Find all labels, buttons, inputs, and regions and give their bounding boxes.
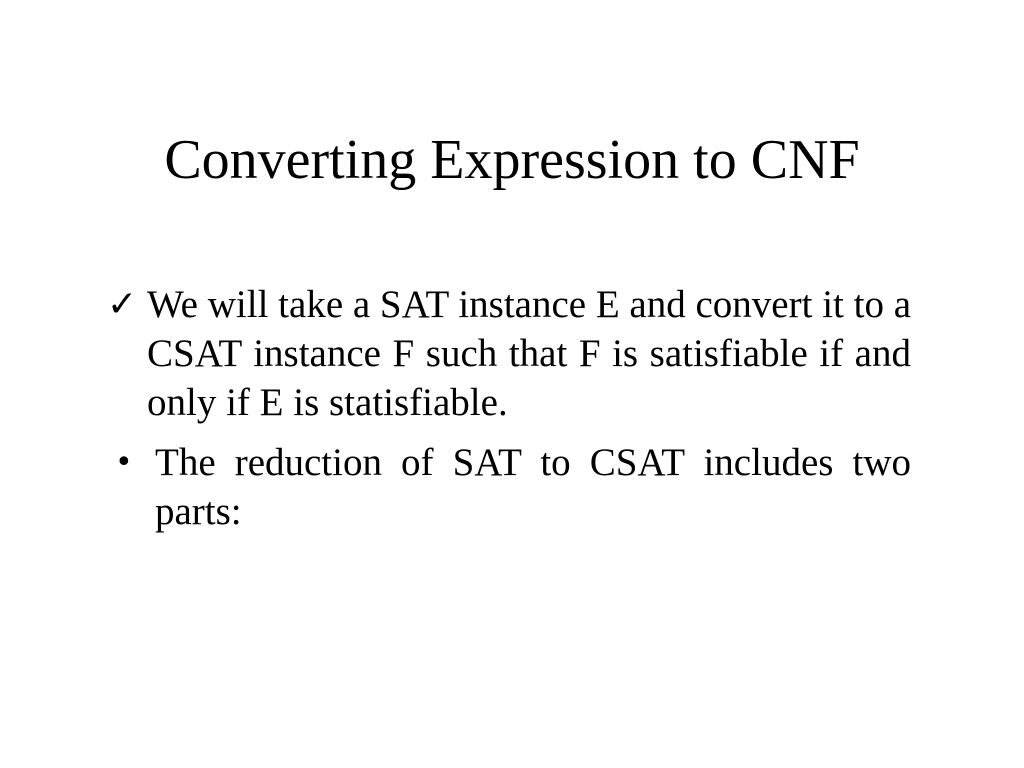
bullet-dot-icon: • (115, 445, 133, 480)
bullet-item-2 (105, 438, 911, 536)
bullet-list (105, 280, 911, 547)
checkmark-icon: ✓ (107, 284, 138, 325)
slide-title: Converting Expression to CNF (164, 129, 860, 191)
bullet-item-1 (105, 280, 911, 427)
bullet-text-2: The reduction of SAT to CSAT includes two parts: (155, 441, 911, 533)
bullet-text-1: We will take a SAT instance E and convert it to a CSAT instance F such that F is satisfiable if and only if E is statisfiable. (147, 283, 912, 424)
